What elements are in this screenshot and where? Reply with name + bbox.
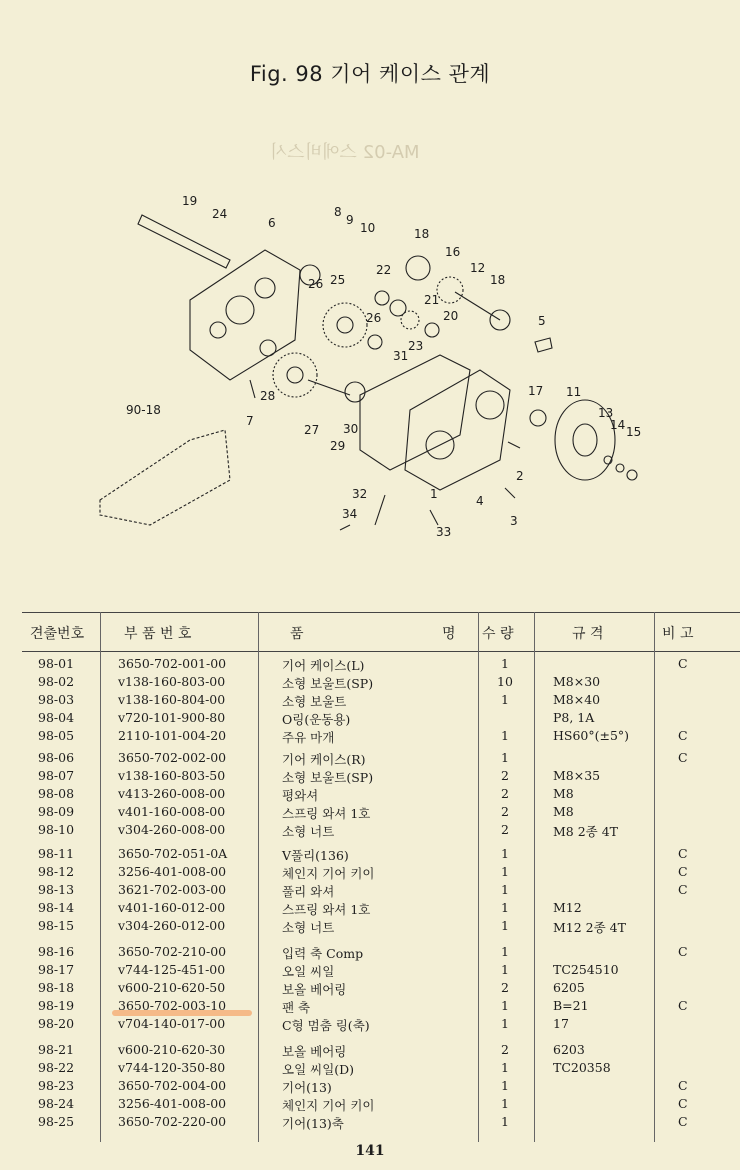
callout-31: 31 [393, 349, 409, 363]
table-row [0, 674, 740, 692]
callout-18b: 18 [490, 273, 506, 287]
callout-34: 34 [342, 507, 358, 521]
quantity: 1 [501, 846, 509, 861]
part-number: v304-260-008-00 [118, 822, 226, 837]
callout-19: 19 [182, 194, 198, 208]
remark: C [678, 846, 688, 861]
table-row [0, 786, 740, 804]
item-no: 98-15 [38, 918, 75, 933]
table-row [0, 728, 740, 746]
quantity: 2 [501, 980, 509, 995]
item-no: 98-18 [38, 980, 75, 995]
col-qty: 수 량 [482, 626, 514, 642]
callout-21a: 21 [424, 293, 440, 307]
part-name: C형 멈춤 링(축) [282, 1018, 370, 1033]
table-row [0, 998, 740, 1016]
part-name: 오일 씨일 [282, 964, 335, 979]
part-name: 평와셔 [282, 788, 319, 803]
callout-18a: 18 [414, 227, 430, 241]
specification: B=21 [553, 998, 589, 1013]
callout-16: 16 [445, 245, 461, 259]
callout-90-18: 90-18 [126, 403, 161, 417]
callout-22: 22 [376, 263, 392, 277]
callout-27: 27 [304, 423, 320, 437]
callout-12: 12 [470, 261, 486, 275]
part-number: 3650-702-003-10 [118, 998, 227, 1013]
callout-4: 4 [476, 494, 484, 508]
item-no: 98-01 [38, 656, 75, 671]
part-name: 체인지 기어 키이 [282, 1098, 375, 1113]
part-number: 3256-401-008-00 [118, 1096, 227, 1111]
item-no: 98-14 [38, 900, 75, 915]
quantity: 1 [501, 864, 509, 879]
table-row [0, 944, 740, 962]
table-row [0, 882, 740, 900]
part-name: V풀리(136) [282, 848, 349, 863]
specification: M8 [553, 786, 574, 801]
part-number: 3621-702-003-00 [118, 882, 227, 897]
table-row [0, 1114, 740, 1132]
part-name: 주유 마개 [282, 730, 335, 745]
remark: C [678, 864, 688, 879]
part-number: 3650-702-002-00 [118, 750, 227, 765]
quantity: 1 [501, 692, 509, 707]
part-name: 보올 베어링 [282, 982, 347, 997]
table-row [0, 980, 740, 998]
quantity: 2 [501, 804, 509, 819]
specification: M12 2종 4T [553, 920, 626, 935]
part-name: 소형 보울트(SP) [282, 676, 374, 691]
quantity: 1 [501, 1114, 509, 1129]
table-row [0, 900, 740, 918]
specification: M8×40 [553, 692, 601, 707]
part-name: 보올 베어링 [282, 1044, 347, 1059]
quantity: 1 [501, 728, 509, 743]
callout-8: 8 [334, 205, 342, 219]
part-number: v600-210-620-30 [118, 1042, 226, 1057]
part-name: 풀리 와셔 [282, 884, 335, 899]
item-no: 98-11 [38, 846, 75, 861]
part-number: 3650-702-051-0A [118, 846, 228, 861]
specification: M8 2종 4T [553, 824, 619, 839]
quantity: 1 [501, 1096, 509, 1111]
table-row [0, 750, 740, 768]
part-name: 팬 축 [282, 1000, 311, 1015]
part-number: 3650-702-004-00 [118, 1078, 227, 1093]
item-no: 98-22 [38, 1060, 75, 1075]
quantity: 1 [501, 918, 509, 933]
callout-6: 6 [268, 216, 276, 230]
callout-26a: 26 [308, 277, 324, 291]
callout-5: 5 [538, 314, 546, 328]
item-no: 98-09 [38, 804, 75, 819]
quantity: 2 [501, 822, 509, 837]
remark: C [678, 656, 688, 671]
diagram-svg [90, 180, 670, 560]
callout-13: 13 [598, 406, 614, 420]
table-row [0, 710, 740, 728]
quantity: 2 [501, 768, 509, 783]
specification: M8 [553, 804, 574, 819]
quantity: 1 [501, 944, 509, 959]
part-name: O링(운동용) [282, 712, 351, 727]
col-part-no: 부 품 번 호 [124, 626, 192, 642]
quantity: 1 [501, 900, 509, 915]
callout-14: 14 [610, 418, 626, 432]
quantity: 2 [501, 1042, 509, 1057]
quantity: 1 [501, 1016, 509, 1031]
specification: 17 [553, 1016, 569, 1031]
col-name-a: 품 [290, 626, 304, 642]
remark: C [678, 1096, 688, 1111]
quantity: 1 [501, 1078, 509, 1093]
table-row [0, 1096, 740, 1114]
table-header [22, 612, 740, 652]
item-no: 98-05 [38, 728, 75, 743]
table-row [0, 768, 740, 786]
table-row [0, 692, 740, 710]
item-no: 98-13 [38, 882, 75, 897]
col-spec: 규 격 [572, 626, 604, 642]
part-number: v138-160-803-00 [118, 674, 226, 689]
quantity: 2 [501, 786, 509, 801]
part-name: 소형 보울트(SP) [282, 770, 374, 785]
part-name: 기어 케이스(R) [282, 752, 366, 767]
callout-10: 10 [360, 221, 376, 235]
specification: TC254510 [553, 962, 619, 977]
part-number: 2110-101-004-20 [118, 728, 227, 743]
part-number: v304-260-012-00 [118, 918, 226, 933]
specification: P8, 1A [553, 710, 595, 725]
part-name: 오일 씨일(D) [282, 1062, 355, 1077]
specification: 6203 [553, 1042, 585, 1057]
part-number: v744-125-451-00 [118, 962, 226, 977]
callout-9: 9 [346, 213, 354, 227]
callout-15: 15 [626, 425, 642, 439]
part-name: 스프링 와셔 1호 [282, 806, 371, 821]
callout-29: 29 [330, 439, 346, 453]
table-row [0, 962, 740, 980]
callout-2: 2 [516, 469, 524, 483]
callout-28: 28 [260, 389, 276, 403]
item-no: 98-06 [38, 750, 75, 765]
table-row [0, 804, 740, 822]
part-number: v138-160-804-00 [118, 692, 226, 707]
callout-7: 7 [246, 414, 254, 428]
item-no: 98-16 [38, 944, 75, 959]
col-name-b: 명 [442, 626, 456, 642]
part-number: v704-140-017-00 [118, 1016, 226, 1031]
part-name: 기어(13)축 [282, 1116, 344, 1131]
remark: C [678, 728, 688, 743]
table-row [0, 1060, 740, 1078]
item-no: 98-10 [38, 822, 75, 837]
bleed-through-text: MA-02 스에비스시 [270, 142, 420, 163]
callout-3: 3 [510, 514, 518, 528]
table-row [0, 1042, 740, 1060]
table-row [0, 1078, 740, 1096]
page-number: 141 [355, 1143, 385, 1159]
part-number: 3256-401-008-00 [118, 864, 227, 879]
part-name: 체인지 기어 키이 [282, 866, 375, 881]
item-no: 98-19 [38, 998, 75, 1013]
part-number: 3650-702-220-00 [118, 1114, 227, 1129]
part-name: 소형 너트 [282, 920, 335, 935]
specification: M12 [553, 900, 582, 915]
item-no: 98-24 [38, 1096, 75, 1111]
item-no: 98-17 [38, 962, 75, 977]
item-no: 98-21 [38, 1042, 75, 1057]
part-name: 입력 축 Comp [282, 946, 364, 961]
part-number: v600-210-620-50 [118, 980, 226, 995]
item-no: 98-07 [38, 768, 75, 783]
col-note: 비 고 [662, 626, 694, 642]
callout-20: 20 [443, 309, 459, 323]
page-title: Fig. 98 기어 케이스 관계 [249, 62, 491, 86]
quantity: 1 [501, 1060, 509, 1075]
specification: TC20358 [553, 1060, 611, 1075]
callout-24: 24 [212, 207, 228, 221]
specification: M8×35 [553, 768, 601, 783]
item-no: 98-03 [38, 692, 75, 707]
callout-32: 32 [352, 487, 368, 501]
specification: M8×30 [553, 674, 601, 689]
callout-23: 23 [408, 339, 424, 353]
table-row [0, 1016, 740, 1034]
part-number: 3650-702-001-00 [118, 656, 227, 671]
quantity: 1 [501, 962, 509, 977]
remark: C [678, 1114, 688, 1129]
table-row [0, 846, 740, 864]
part-number: v744-120-350-80 [118, 1060, 226, 1075]
callout-11: 11 [566, 385, 582, 399]
item-no: 98-12 [38, 864, 75, 879]
item-no: 98-20 [38, 1016, 75, 1031]
remark: C [678, 998, 688, 1013]
col-item-no: 견출번호 [30, 626, 85, 642]
remark: C [678, 882, 688, 897]
item-no: 98-23 [38, 1078, 75, 1093]
item-no: 98-08 [38, 786, 75, 801]
callout-33: 33 [436, 525, 452, 539]
part-name: 소형 너트 [282, 824, 335, 839]
table-row [0, 918, 740, 936]
part-name: 소형 보울트 [282, 694, 347, 709]
remark: C [678, 750, 688, 765]
item-no: 98-02 [38, 674, 75, 689]
callout-26b: 26 [366, 311, 382, 325]
quantity: 1 [501, 750, 509, 765]
specification: 6205 [553, 980, 585, 995]
table-row [0, 822, 740, 840]
item-no: 98-25 [38, 1114, 75, 1129]
part-number: v401-160-012-00 [118, 900, 226, 915]
part-number: v720-101-900-80 [118, 710, 226, 725]
quantity: 10 [497, 674, 513, 689]
callout-1: 1 [430, 487, 438, 501]
callout-30: 30 [343, 422, 359, 436]
specification: HS60°(±5°) [553, 728, 630, 743]
quantity: 1 [501, 656, 509, 671]
part-name: 기어 케이스(L) [282, 658, 365, 673]
callout-25: 25 [330, 273, 346, 287]
table-row [0, 656, 740, 674]
quantity: 1 [501, 882, 509, 897]
part-number: v138-160-803-50 [118, 768, 226, 783]
quantity: 1 [501, 998, 509, 1013]
part-number: 3650-702-210-00 [118, 944, 227, 959]
table-row [0, 864, 740, 882]
callout-17: 17 [528, 384, 544, 398]
remark: C [678, 944, 688, 959]
part-number: v401-160-008-00 [118, 804, 226, 819]
item-no: 98-04 [38, 710, 75, 725]
part-name: 기어(13) [282, 1080, 332, 1095]
part-number: v413-260-008-00 [118, 786, 226, 801]
remark: C [678, 1078, 688, 1093]
part-name: 스프링 와셔 1호 [282, 902, 371, 917]
exploded-parts-diagram [90, 180, 670, 560]
